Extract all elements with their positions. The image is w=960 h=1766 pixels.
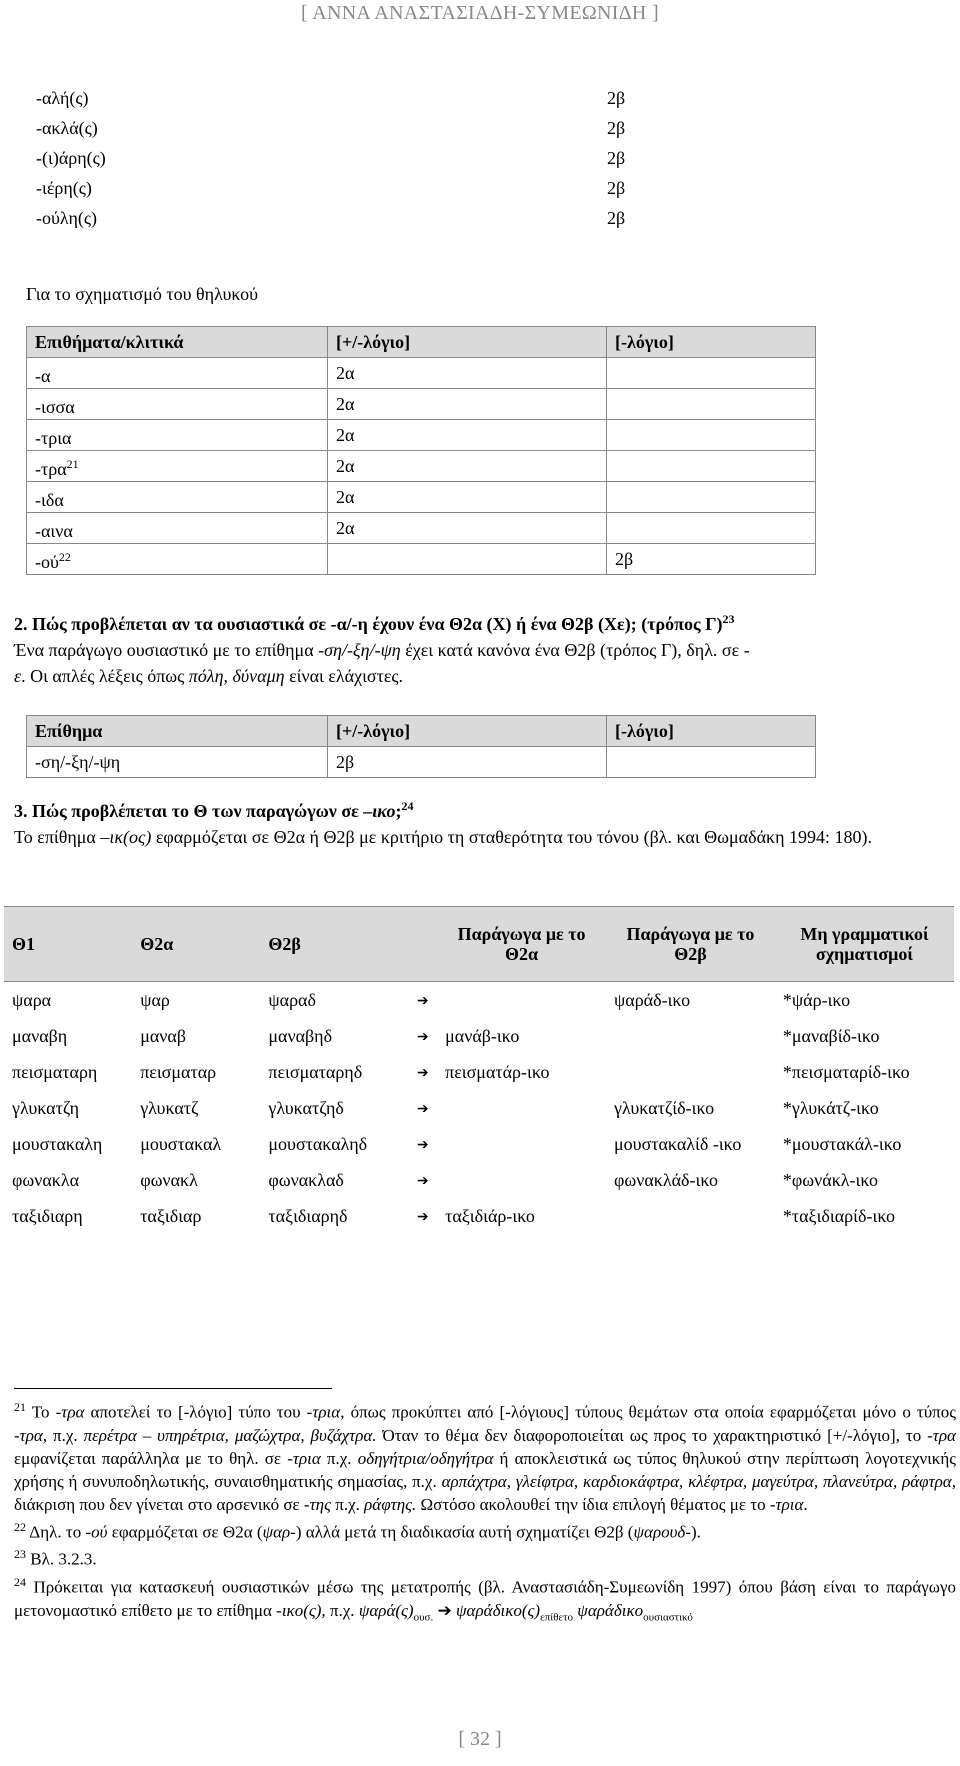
table-row bbox=[26, 113, 816, 143]
theme2b-cell: ψαραδ bbox=[268, 990, 316, 1010]
suffix-cell: -ιέρη(ς) bbox=[36, 178, 92, 198]
header-arrow-spacer bbox=[409, 907, 437, 982]
derived-2a-cell: πεισματάρ-ικο bbox=[445, 1062, 550, 1082]
plus-cell: 2α bbox=[328, 389, 607, 420]
ungrammatical-cell: *μουστακάλ-ικο bbox=[782, 1134, 902, 1154]
suffix-cell: -ση/-ξη/-ψη bbox=[27, 747, 328, 778]
table-row bbox=[26, 143, 816, 173]
ungrammatical-cell: *γλυκάτζ-ικο bbox=[782, 1098, 879, 1118]
table-row bbox=[27, 451, 816, 482]
theme2b-cell: γλυκατζηδ bbox=[268, 1098, 344, 1118]
section-3 bbox=[14, 793, 946, 850]
suffix-cell: -α bbox=[27, 358, 328, 389]
arrow-icon: ➔ bbox=[416, 1101, 429, 1117]
table-row bbox=[27, 544, 816, 575]
ungrammatical-cell: *πεισματαρίδ-ικο bbox=[782, 1062, 910, 1082]
header-plus-minus-learned: [+/-λόγιο] bbox=[328, 716, 607, 747]
header-suffixes: Επιθήματα/κλιτικά bbox=[27, 327, 328, 358]
table-row bbox=[27, 747, 816, 778]
derived-2b-cell: μουστακαλίδ -ικο bbox=[614, 1134, 742, 1154]
theme2a-cell: φωνακλ bbox=[140, 1170, 198, 1190]
ungrammatical-cell: *ψάρ-ικο bbox=[782, 990, 851, 1010]
masculine-suffix-table bbox=[26, 83, 816, 233]
arrow-cell bbox=[409, 982, 437, 1019]
arrow-icon: ➔ bbox=[416, 1173, 429, 1189]
table-row bbox=[27, 482, 816, 513]
ungrammatical-cell: *μαναβίδ-ικο bbox=[782, 1026, 880, 1046]
theme2b-cell: φωνακλαδ bbox=[268, 1170, 344, 1190]
suffix-cell: -(ι)άρη(ς) bbox=[36, 148, 106, 168]
derived-2a-cell bbox=[437, 1126, 606, 1162]
table-row bbox=[4, 1126, 954, 1162]
derived-2b-cell bbox=[606, 1054, 775, 1090]
arrow-icon: ➔ bbox=[416, 993, 429, 1009]
header-ungrammatical: Μη γραμματικοί σχηματισμοί bbox=[775, 907, 954, 982]
minus-cell bbox=[607, 389, 816, 420]
minus-cell bbox=[607, 513, 816, 544]
header-suffix: Επίθημα bbox=[27, 716, 328, 747]
value-cell: 2β bbox=[607, 118, 626, 138]
table-row bbox=[26, 173, 816, 203]
footnote-24: $^{24}$ Πρόκειται για κατασκευή ουσιαστικών μέσω της μετατροπής (βλ. Αναστασιάδη-Συμεωνίδη 1997) όπου βάση είναι το παράγωγο μετονομαστικό επίθετο με το επίθημα -ικο(ς), π.χ. $\psi\alpha\rho ά(\varsigma)_{o\upsilon\sigma.}$ ➔ $\psi\alpha\rho ά\delta\iota\kappa o(\varsigma)_{\varepsilon\pi ί\theta\varepsilon\tau o}$ ψαράδικο$_{o\upsilon\sigma\iota\alpha\sigma\tau\iota\kappa ό}$ bbox=[14, 1574, 956, 1624]
arrow-cell bbox=[409, 1198, 437, 1234]
footnote-22: $^{22}$ Δηλ. το -ού εφαρμόζεται σε Θ2α (ψαρ-) αλλά μετά τη διαδικασία αυτή σχηματίζει Θ2β (ψαρουδ-). bbox=[14, 1519, 701, 1542]
arrow-cell bbox=[409, 1018, 437, 1054]
section-3-title: 3. Πώς προβλέπεται το Θ των παραγώγων σε –ικο;$^{24}$ bbox=[14, 799, 414, 821]
footnote-21: $^{21}$ Το -τρα αποτελεί το [-λόγιο] τύπο του -τρια, όπως προκύπτει από [-λόγιους] τύπους θεμάτων στα οποία εφαρμόζεται μόνο ο τύπος -τρα, π.χ. περέτρα – υπηρέτρια, μαζώχτρα, βυζάχτρα. Όταν το θέμα δεν διαφοροποιείται ως προς το χαρακτηριστικό [+/-λόγιο], το -τρα εμφανίζεται παράλληλα με το θηλ. σε -τρια π.χ. οδηγήτρια/οδηγήτρα ή αποκλειστικά ως τύπος θηλυκού στην περίπτωση λογοτεχνικής χρήσης ή συνυποδηλωτικής, συναισθηματικής σημασίας, π.χ. αρπάχτρα, γλείφτρα, καρδιοκάφτρα, κλέφτρα, μαγεύτρα, πλανεύτρα, ράφτρα, διάκριση που δεν γίνεται στο αρσενικό σε -της π.χ. ράφτης. Ωστόσο ακολουθεί την ίδια επιλογή θέματος με το -τρια. bbox=[14, 1400, 956, 1514]
plus-cell: 2α bbox=[328, 513, 607, 544]
table-row bbox=[27, 513, 816, 544]
suffix-cell: -ιδα bbox=[27, 482, 328, 513]
arrow-cell bbox=[409, 1126, 437, 1162]
table-row bbox=[27, 358, 816, 389]
plus-cell: 2α bbox=[328, 358, 607, 389]
footnote-23: $^{23}$ Βλ. 3.2.3. bbox=[14, 1547, 97, 1569]
theme1-cell: γλυκατζη bbox=[12, 1098, 80, 1118]
derived-2a-cell: ταξιδιάρ-ικο bbox=[445, 1206, 535, 1226]
suffix-cell: -ακλά(ς) bbox=[36, 118, 98, 138]
ungrammatical-cell: *φωνάκλ-ικο bbox=[782, 1170, 879, 1190]
header-theme2b: Θ2β bbox=[260, 907, 409, 982]
table-header-row bbox=[27, 327, 816, 358]
minus-cell bbox=[607, 451, 816, 482]
minus-cell: 2β bbox=[607, 544, 816, 575]
arrow-icon: ➔ bbox=[433, 1600, 456, 1620]
arrow-icon: ➔ bbox=[416, 1065, 429, 1081]
suffix-cell: -ισσα bbox=[27, 389, 328, 420]
theme1-cell: μουστακαλη bbox=[12, 1134, 103, 1154]
arrow-cell bbox=[409, 1162, 437, 1198]
header-derived-2b: Παράγωγα με το Θ2β bbox=[606, 907, 775, 982]
derived-2a-cell: μανάβ-ικο bbox=[445, 1026, 520, 1046]
arrow-cell bbox=[409, 1054, 437, 1090]
value-cell: 2β bbox=[607, 178, 626, 198]
minus-cell bbox=[607, 358, 816, 389]
theme2b-cell: μαναβηδ bbox=[268, 1026, 333, 1046]
minus-cell bbox=[607, 420, 816, 451]
table-row bbox=[26, 83, 816, 113]
arrow-icon: ➔ bbox=[416, 1137, 429, 1153]
arrow-cell bbox=[409, 1090, 437, 1126]
theme2a-cell: ψαρ bbox=[140, 990, 170, 1010]
page-number: [ 32 ] bbox=[458, 1728, 502, 1750]
theme1-cell: ταξιδιαρη bbox=[12, 1206, 83, 1226]
plus-cell: 2α bbox=[328, 482, 607, 513]
suffix-cell: -τρα$^{21}$ bbox=[27, 451, 328, 482]
theme2a-cell: μουστακαλ bbox=[140, 1134, 222, 1154]
arrow-icon: ➔ bbox=[416, 1029, 429, 1045]
header-derived-2a: Παράγωγα με το Θ2α bbox=[437, 907, 606, 982]
theme2a-cell: μαναβ bbox=[140, 1026, 186, 1046]
derived-2a-cell bbox=[437, 1090, 606, 1126]
footnote-separator bbox=[14, 1388, 332, 1389]
minus-cell bbox=[607, 482, 816, 513]
header-theme2a: Θ2α bbox=[132, 907, 260, 982]
footnotes bbox=[14, 1396, 956, 1629]
plus-cell: 2α bbox=[328, 451, 607, 482]
theme1-cell: φωνακλα bbox=[12, 1170, 80, 1190]
table-header-row bbox=[4, 907, 954, 982]
table-row bbox=[26, 203, 816, 233]
arrow-icon: ➔ bbox=[416, 1209, 429, 1225]
table-row bbox=[4, 1198, 954, 1234]
feminine-intro: Για το σχηματισμό του θηλυκού bbox=[26, 284, 258, 304]
theme2a-cell: γλυκατζ bbox=[140, 1098, 199, 1118]
suffix-cell: -αινα bbox=[27, 513, 328, 544]
suffix-cell: $-oύ^{22}$ bbox=[27, 544, 328, 575]
header-minus-learned: [-λόγιο] bbox=[607, 716, 816, 747]
theme2a-cell: ταξιδιαρ bbox=[140, 1206, 202, 1226]
suffix-cell: -αλή(ς) bbox=[36, 88, 89, 108]
section-2 bbox=[14, 606, 946, 689]
value-cell: 2β bbox=[607, 148, 626, 168]
plus-cell: 2α bbox=[328, 420, 607, 451]
plus-cell bbox=[328, 544, 607, 575]
derived-2b-cell: φωνακλάδ-ικο bbox=[614, 1170, 719, 1190]
table-header-row bbox=[27, 716, 816, 747]
value-cell: 2β bbox=[607, 88, 626, 108]
theme2b-cell: μουστακαληδ bbox=[268, 1134, 368, 1154]
derived-2b-cell bbox=[606, 1198, 775, 1234]
suffix-cell: -τρια bbox=[27, 420, 328, 451]
value-cell: 2β bbox=[607, 208, 626, 228]
section-2-body: Ένα παράγωγο ουσιαστικό με το επίθημα -ση/-ξη/-ψη έχει κατά κανόνα ένα Θ2β (τρόπος Γ), δηλ. σε - bbox=[14, 640, 750, 660]
table-row bbox=[4, 1054, 954, 1090]
ungrammatical-cell: *ταξιδιαρίδ-ικο bbox=[782, 1206, 895, 1226]
derived-2b-cell bbox=[606, 1018, 775, 1054]
section-2-body-2: ε. Οι απλές λέξεις όπως πόλη, δύναμη είναι ελάχιστες. bbox=[14, 666, 404, 686]
table-row bbox=[4, 1018, 954, 1054]
derived-2a-cell bbox=[437, 1162, 606, 1198]
table-row bbox=[4, 1090, 954, 1126]
ikos-derivation-table bbox=[4, 906, 954, 1234]
feminine-suffix-table bbox=[26, 326, 816, 575]
plus-cell: 2β bbox=[328, 747, 607, 778]
table-row bbox=[27, 420, 816, 451]
theme2b-cell: πεισματαρηδ bbox=[268, 1062, 363, 1082]
table-row bbox=[4, 1162, 954, 1198]
derived-2a-cell bbox=[437, 982, 606, 1019]
header-theme1: Θ1 bbox=[4, 907, 132, 982]
header-minus-learned: [-λόγιο] bbox=[607, 327, 816, 358]
section-2-title: 2. Πώς προβλέπεται αν τα ουσιαστικά σε -α/-η έχουν ένα Θ2α (Χ) ή ένα Θ2β (Χε); (τρόπος Γ)$^{23}$ bbox=[14, 612, 735, 634]
table-row bbox=[27, 389, 816, 420]
header-plus-minus-learned: [+/-λόγιο] bbox=[328, 327, 607, 358]
theme1-cell: πεισματαρη bbox=[12, 1062, 98, 1082]
theme2b-cell: ταξιδιαρηδ bbox=[268, 1206, 348, 1226]
derived-2b-cell: ψαράδ-ικο bbox=[614, 990, 691, 1010]
running-header: [ ΑΝΝΑ ΑΝΑΣΤΑΣΙΑΔΗ-ΣΥΜΕΩΝΙΔΗ ] bbox=[301, 2, 659, 24]
theme1-cell: μαναβη bbox=[12, 1026, 68, 1046]
theme1-cell: ψαρα bbox=[12, 990, 52, 1010]
theme2a-cell: πεισματαρ bbox=[140, 1062, 217, 1082]
minus-cell bbox=[607, 747, 816, 778]
table-row bbox=[4, 982, 954, 1019]
section-3-body: Το επίθημα –ικ(ος) εφαρμόζεται σε Θ2α ή Θ2β με κριτήριο τη σταθερότητα του τόνου (βλ. και Θωμαδάκη 1994: 180). bbox=[14, 827, 872, 847]
derived-2b-cell: γλυκατζίδ-ικο bbox=[614, 1098, 715, 1118]
suffix-cell: -ούλη(ς) bbox=[36, 208, 98, 228]
suffix-sh-table bbox=[26, 715, 816, 778]
